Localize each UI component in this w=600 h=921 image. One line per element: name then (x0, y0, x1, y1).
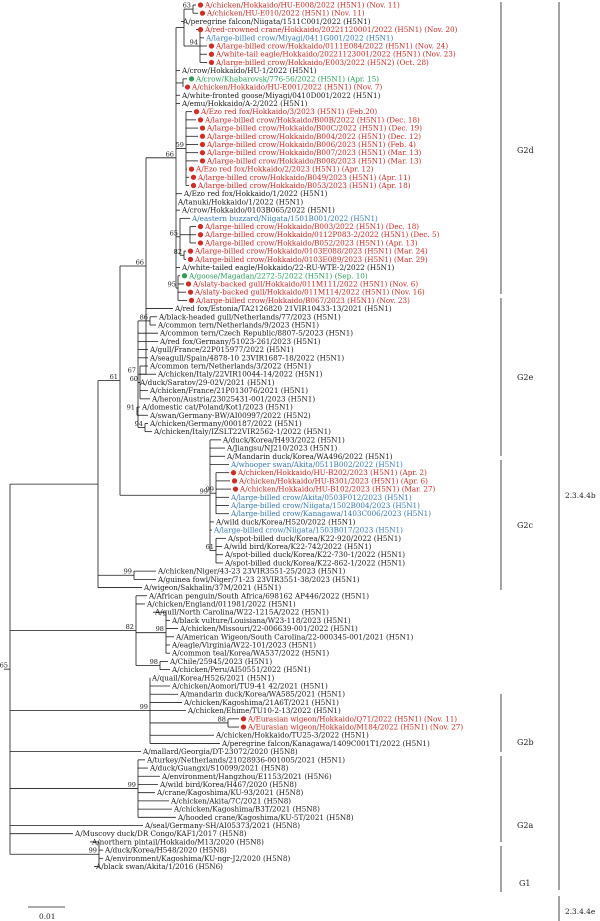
bootstrap-value: 82 (173, 247, 182, 256)
leaf-label: A/chicken/Hokkaido/TU25-3/2022 (H5N1) (216, 730, 369, 740)
leaf-label: A/goose/Magadan/2272-5/2022 (H5N1) (Sep. 10) (189, 271, 368, 281)
bootstrap-value: 63 (182, 1, 191, 10)
leaf-label: A/peregrine falcon/Niigata/1511C001/2022 (H5N1) (183, 16, 371, 26)
leaf-label: A/seal/Germany-SH/AI05373/2021 (H5N8) (145, 821, 301, 830)
bootstrap-value: 91 (126, 403, 135, 412)
leaf-label: A/chicken/Hokkaido/HU-B202/2023 (H5N1) (Apr. 2) (238, 468, 427, 478)
leaf-labels (74, 1, 463, 872)
leaf-label: A/crow/Hokkaido/0103B065/2022 (H5N1) (182, 205, 335, 215)
leaf-label: A/crow/Khabarovsk/776-56/2022 (H5N1) (Apr. 15) (196, 74, 380, 84)
lineage-label-b: 2.3.4.4b (565, 491, 596, 500)
leaf-label: A/slaty-backed gull/Hokkaido/011M114/2022 (H5N1) (Nov. 16) (195, 287, 425, 297)
bootstrap-value: 94 (134, 420, 143, 429)
sample-dot (198, 232, 203, 237)
leaf-label: A/chicken/England/011981/2022 (H5N1) (147, 599, 296, 609)
leaf-label: A/swan/Germany-BW/AI00997/2022 (H5N2) (150, 410, 311, 420)
sample-dot (198, 2, 203, 7)
leaf-label: A/mallard/Georgia/DT-23072/2020 (H5N8) (143, 747, 298, 757)
leaf-label: A/peregrine falcon/Kanagawa/1409C001T1/2022 (H5N1) (222, 738, 430, 748)
bootstrap-value: 60 (129, 374, 138, 383)
leaf-label: A/large-billed crow/Niigata/1503B017/2023 (H5N1) (214, 525, 403, 535)
leaf-label: A/whooper swan/Akita/0511B002/2022 (H5N1) (231, 459, 403, 469)
leaf-label: A/tanuki/Hokkaido/1/2022 (H5N1) (178, 197, 304, 207)
leaf-label: A/duck/Saratov/29-02V/2021 (H5N1) (140, 377, 275, 387)
leaf-label: A/large-billed crow/Hokkaido/0103E089/2023 (H5N1) (Mar. 29) (195, 254, 428, 264)
leaf-label: A/large-billed crow/Hokkaido/0103E088/2023 (H5N1) (Mar. 24) (195, 246, 428, 256)
bootstrap-value: 99 (139, 703, 148, 712)
sample-dot (198, 27, 203, 32)
sample-dot (194, 109, 199, 114)
bootstrap-value: 59 (175, 141, 184, 150)
sample-dot (185, 84, 190, 89)
lineage-label-e: 2.3.4.4e (565, 907, 596, 916)
bootstrap-value: 99 (127, 781, 136, 790)
leaf-label: A/chicken/Peru/AI50551/2022 (H5N1) (172, 665, 311, 675)
leaf-label: A/chicken/France/21P013076/2021 (H5N1) (150, 386, 309, 396)
sample-dot (209, 60, 214, 65)
bootstrap-value: 99 (123, 567, 132, 576)
sample-dot (182, 273, 187, 278)
leaf-label: A/large-billed crow/Hokkaido/B00C/2022 (H5N1) (Dec. 19) (207, 123, 423, 133)
leaf-label: A/white-tailed eagle/Hokkaido/22-RU-WTE-2/2022 (H5N1) (182, 263, 395, 273)
scale-bar-label: 0.01 (39, 912, 56, 921)
bootstrap-value: 66 (165, 150, 174, 159)
sample-dot (188, 290, 193, 295)
leaf-label: A/guinea fowl/Niger/71-23 23VIR3551-38/2023 (H5N1) (158, 574, 360, 584)
leaf-label: A/duck/Korea/H493/2022 (H5N1) (223, 435, 345, 445)
leaf-label: A/northern pintail/Hokkaido/M13/2020 (H5N8) (92, 837, 264, 847)
leaf-label: A/chicken/Hokkaido/HU-E001/2022 (H5N1) (Nov. 7) (192, 82, 383, 92)
leaf-label: A/wigeon/Sakhalin/37M/2021 (H5N1) (144, 583, 282, 593)
leaf-label: A/gull/France/22P015977/2022 (H5N1) (150, 345, 294, 355)
leaf-label: A/mandarin duck/Korea/WA585/2021 (H5N1) (180, 689, 346, 699)
sample-dot (200, 125, 205, 130)
leaf-label: A/Jiangsu/NJ210/2023 (H5N1) (227, 443, 338, 453)
leaf-label: A/chicken/Ehime/TU10-2-13/2022 (H5N1) (188, 706, 341, 716)
leaf-label: A/large-billed crow/Hokkaido/B049/2023 (H5N1) (Apr. 11) (198, 172, 411, 182)
leaf-label: A/hooded crane/Kagoshima/KU-5T/2021 (H5N8) (178, 812, 354, 822)
group-label-g2a: G2a (517, 821, 534, 830)
sample-dot (200, 158, 205, 163)
leaf-label: A/Eurasian wigeon/Hokkaido/M184/2022 (H5N1) (Nov. 27) (248, 722, 464, 732)
leaf-label: A/common tern/Netherlands/3/2022 (H5N1) (150, 361, 312, 371)
leaf-label: A/chicken/Akita/7C/2021 (H5N8) (171, 796, 292, 806)
leaf-label: A/seagull/Spain/4878-10 23VIR1687-18/2022 (H5N1) (150, 353, 345, 363)
sample-dot (200, 142, 205, 147)
leaf-label: A/chicken/Missouri/22-006639-001/2022 (H5N1) (180, 624, 358, 634)
leaf-label: A/red fox/Germany/51023-261/2023 (H5N1) (160, 336, 321, 346)
leaf-label: A/common teal/Korea/WA537/2022 (H5N1) (172, 648, 330, 658)
group-label-g2b: G2b (517, 738, 534, 747)
group-label-g2d: G2d (517, 146, 534, 155)
leaf-label: A/American Wigeon/South Carolina/22-000345-001/2021 (H5N1) (176, 632, 414, 642)
leaf-label: A/common tern/Czech Republic/8807-5/2023 (H5N1) (160, 328, 354, 338)
leaf-label: A/Ezo red fox/Hokkaido/2/2023 (H5N1) (Apr. 12) (196, 164, 374, 174)
leaf-label: A/large-billed crow/Hokkaido/B006/2023 (H5N1) (Feb. 4) (207, 139, 416, 149)
leaf-label: A/chicken/Kagoshima/B3T/2021 (H5N8) (174, 804, 320, 814)
leaf-label: A/large-billed crow/Hokkaido/0111E084/2022 (H5N1) (Nov. 24) (216, 41, 449, 51)
leaf-label: A/chicken/Kagoshima/21A6T/2021 (H5N1) (184, 697, 339, 707)
sample-dot (189, 298, 194, 303)
leaf-label: A/slaty-backed gull/Hokkaido/011M111/2022 (H5N1) (Nov. 6) (193, 279, 419, 289)
sample-dot (232, 478, 237, 483)
leaf-label: A/crane/Kagoshima/KU-93/2021 (H5N8) (157, 788, 304, 798)
leaf-label: A/wild bird/Korea/H467/2020 (H5N8) (160, 779, 297, 789)
sample-dot (191, 175, 196, 180)
leaf-label: A/large-billed crow/Hokkaido/B008/2023 (H5N1) (Mar. 13) (207, 156, 422, 166)
leaf-label: A/chicken/Hokkaido/HU-B301/2023 (H5N1) (Apr. 6) (239, 476, 428, 486)
leaf-label: A/emu/Hokkaido/A-2/2022 (H5N1) (182, 98, 308, 108)
sample-dot (198, 224, 203, 229)
leaf-label: A/chicken/Hokkaido/HU-E008/2022 (H5N1) (Nov. 11) (205, 0, 400, 10)
leaf-label: A/eastern buzzard/Niigata/1501B001/2022 (H5N1) (192, 213, 378, 223)
leaf-label: A/turkey/Netherlands/21028936-001005/2021 (H5N1) (147, 755, 346, 765)
leaf-label: A/white-tail eagle/Hokkaido/20221123001/2022 (H5N1) (Nov. 23) (216, 49, 456, 59)
sample-dot (198, 117, 203, 122)
bootstrap-value: 98 (155, 625, 164, 634)
leaf-label: A/Mandarin duck/Korea/WA496/2022 (H5N1) (227, 451, 393, 461)
leaf-label: A/black swan/Akita/1/2016 (H5N6) (96, 862, 223, 872)
bootstrap-value: 99 (205, 485, 214, 494)
group-label-g2e: G2e (517, 373, 534, 382)
bootstrap-value: 66 (135, 258, 144, 267)
leaf-label: A/Ezo red fox/Hokkaido/1/2022 (H5N1) (184, 189, 328, 199)
bootstrap-value: 86 (139, 313, 148, 322)
sample-dot (191, 183, 196, 188)
leaf-label: A/environment/Hangzhou/E1153/2021 (H5N6) (162, 771, 332, 781)
sample-dot (186, 281, 191, 286)
sample-dot (209, 43, 214, 48)
leaf-label: A/large-billed crow/Hokkaido/B007/2023 (H5N1) (Mar. 13) (207, 148, 422, 158)
sample-dot (233, 486, 238, 491)
leaf-label: A/large-billed crow/Hokkaido/B003/2022 (H5N1) (Dec. 18) (205, 222, 420, 232)
leaf-label: A/domestic cat/Poland/Kot1/2023 (H5N1) (142, 402, 293, 412)
leaf-label: A/chicken/Italy/22VIR10044-14/2022 (H5N1) (158, 369, 323, 379)
bootstrap-value: 82 (125, 623, 134, 632)
leaf-label: A/spot-billed duck/Korea/K22-862-1/2022 (H5N1) (225, 558, 406, 568)
leaf-label: A/duck/Guangxi/S10099/2021 (H5N8) (150, 763, 289, 773)
leaf-label: A/heron/Austria/23025431-001/2023 (H5N1) (152, 394, 316, 404)
leaf-label: A/black vulture/Louisiana/W23-118/2023 (H5N1) (172, 615, 351, 625)
bootstrap-value: 98 (149, 658, 158, 667)
leaf-label: A/quail/Korea/H526/2021 (H5N1) (152, 673, 275, 683)
leaf-label: A/Eurasian wigeon/Hokkaido/Q71/2022 (H5N1) (Nov. 11) (248, 714, 458, 724)
leaf-label: A/red-crowned crane/Hokkaido/20221120001/2022 (H5N1) (Nov. 20) (205, 25, 458, 35)
leaf-label: A/eagle/Virginia/W22-101/2023 (H5N1) (172, 640, 317, 650)
leaf-label: A/duck/Korea/H548/2020 (H5N8) (105, 845, 227, 855)
sample-dot (231, 470, 236, 475)
leaf-label: A/large-billed crow/Hokkaido/B00B/2022 (H5N1) (Dec. 18) (205, 115, 420, 125)
leaf-label: A/common tern/Netherlands/9/2023 (H5N1) (158, 320, 320, 330)
sample-dot (189, 76, 194, 81)
leaf-label: A/African penguin/South Africa/698162 AP446/2022 (H5N1) (149, 591, 370, 601)
bootstrap-value: 61 (205, 543, 214, 552)
leaf-label: A/large-billed crow/Akita/0503F012/2023 (H5N1) (231, 492, 412, 502)
leaf-label: A/large-billed crow/Hokkaido/B053/2023 (H5N1) (Apr. 18) (198, 181, 411, 191)
leaf-label: A/spot-billed duck/Korea/K22-920/2022 (H5N1) (228, 533, 402, 543)
leaf-label: A/large-billed crow/Kanagawa/1403C006/2023 (H5N1) (231, 509, 432, 519)
bootstrap-value: 61 (109, 373, 118, 382)
leaf-label: A/chicken/Italy/IZSLT22VIR2562-1/2022 (H5N1) (154, 427, 331, 437)
leaf-label: A/chicken/Germany/000187/2022 (H5N1) (150, 418, 302, 428)
leaf-label: A/white-fronted goose/Miyagi/0410D001/2022 (H5N1) (182, 90, 381, 100)
bootstrap-value: 88 (217, 715, 226, 724)
leaf-label: A/Muscovy duck/DR Congo/KAF1/2017 (H5N8) (75, 829, 247, 839)
leaf-label: A/spot-billed duck/Korea/K22-730-1/2022 (H5N1) (225, 550, 406, 560)
group-label-g1: G1 (519, 879, 531, 888)
leaf-label: A/chicken/Hokkaido/HU-B102/2023 (H5N1) (Mar. 27) (240, 484, 436, 494)
leaf-label: A/environment/Kagoshima/KU-ngr-J2/2020 (H5N8) (105, 853, 291, 863)
leaf-label: A/chicken/HU-E010/2022 (H5N1) (Nov. 11) (207, 8, 365, 18)
bootstrap-value: 99 (199, 487, 208, 496)
leaf-label: A/large-billed crow/Hokkaido/0112P083-2/2022 (H5N1) (Dec. 5) (205, 230, 440, 240)
leaf-label: A/large-billed crow/Miyagi/0411G001/2022 (H5N1) (206, 33, 394, 43)
leaf-label: A/large-billed crow/Hokkaido/B067/2023 (H5N1) (Nov. 23) (196, 295, 410, 305)
bootstrap-value: 65 (169, 229, 178, 238)
leaf-label: A/black-headed gull/Netherlands/77/2023 (H5N1) (159, 312, 341, 322)
bootstrap-value: 65 (0, 661, 8, 670)
sample-dot (241, 716, 246, 721)
sample-dot (188, 257, 193, 262)
bootstrap-value: 95 (167, 280, 176, 289)
leaf-label: A/large-billed crow/Hokkaido/B004/2022 (H5N1) (Dec. 12) (207, 131, 422, 141)
bootstrap-value: 99 (88, 846, 97, 855)
leaf-label: A/crow/Hokkaido/HU-1/2022 (H5N1) (182, 66, 317, 76)
leaf-label: A/wild duck/Korea/H520/2022 (H5N1) (216, 517, 356, 527)
bootstrap-value: 94 (189, 38, 198, 47)
leaf-label: A/large-billed crow/Hokkaido/E003/2022 (H5N2) (Oct. 28) (216, 57, 429, 67)
sample-dot (200, 11, 205, 16)
leaf-label: A/Ezo red fox/Hokkaido/3/2023 (H5N1) (Feb.20) (201, 107, 378, 117)
sample-dot (241, 724, 246, 729)
sample-dot (198, 240, 203, 245)
leaf-label: A/gull/North Carolina/W22-1215A/2022 (H5N1) (155, 607, 329, 617)
group-label-g2c: G2c (517, 521, 533, 530)
sample-dot (209, 52, 214, 57)
genotype-brackets (501, 2, 559, 921)
sample-dot (188, 249, 193, 254)
sample-dot (200, 134, 205, 139)
leaf-label: A/chicken/Niger/43-23 23VIR3551-25/2023 (H5N1) (158, 566, 346, 576)
leaf-label: A/large-billed crow/Niigata/1502B004/2023 (H5N1) (231, 501, 420, 511)
leaf-label: A/red fox/Estonia/TA2126820 21VIR10433-13/2021 (H5N1) (175, 304, 392, 314)
sample-dot (200, 150, 205, 155)
leaf-label: A/Chile/25945/2023 (H5N1) (170, 656, 273, 666)
bootstrap-value: 67 (127, 366, 136, 375)
leaf-label: A/chicken/Aomori/TU9-41 42/2021 (H5N1) (172, 681, 328, 691)
leaf-label: A/large-billed crow/Hokkaido/B052/2023 (H5N1) (Apr. 13) (205, 238, 418, 248)
leaf-label: A/wild bird/Korea/K22-742/2022 (H5N1) (224, 542, 372, 552)
sample-dot (189, 167, 194, 172)
